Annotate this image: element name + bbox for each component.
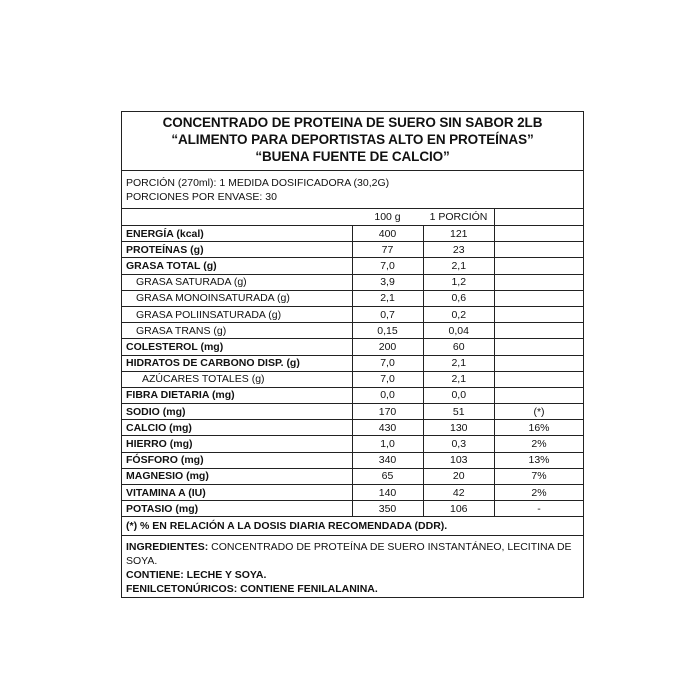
value-per-100g: 77 (352, 242, 423, 258)
title-line-3: “BUENA FUENTE DE CALCIO” (255, 149, 450, 164)
value-per-100g: 0,15 (352, 323, 423, 339)
nutrient-row (122, 323, 583, 339)
nutrition-label (121, 111, 584, 598)
value-per-100g: 1,0 (352, 436, 423, 452)
value-per-100g: 7,0 (352, 355, 423, 371)
value-per-portion: 51 (423, 404, 495, 420)
value-ddr (495, 339, 584, 355)
value-ddr (495, 258, 584, 274)
value-ddr (495, 355, 584, 371)
nutrient-row (122, 501, 583, 517)
value-per-portion: 106 (423, 501, 495, 517)
value-per-100g: 430 (352, 420, 423, 436)
title-line-2: “ALIMENTO PARA DEPORTISTAS ALTO EN PROTEÍNAS” (171, 132, 534, 147)
value-per-portion: 103 (423, 452, 495, 468)
value-per-portion: 60 (423, 339, 495, 355)
portions-per-container: PORCIONES POR ENVASE: 30 (126, 191, 277, 203)
value-per-portion: 1,2 (423, 274, 495, 290)
nutrient-row (122, 274, 583, 290)
nutrient-row (122, 485, 583, 501)
nutrient-row (122, 371, 583, 387)
value-per-portion: 121 (423, 226, 495, 242)
value-ddr (495, 323, 584, 339)
nutrient-name: AZÚCARES TOTALES (g) (122, 371, 352, 387)
nutrient-row (122, 306, 583, 322)
value-per-100g: 7,0 (352, 371, 423, 387)
value-ddr: - (495, 501, 584, 517)
nutrient-row (122, 404, 583, 420)
nutrient-row (122, 290, 583, 306)
header-empty (122, 209, 352, 226)
value-per-portion: 0,3 (423, 436, 495, 452)
product-title (122, 112, 583, 171)
nutrient-row (122, 258, 583, 274)
nutrient-name: HIDRATOS DE CARBONO DISP. (g) (122, 355, 352, 371)
value-ddr (495, 274, 584, 290)
portion-size: PORCIÓN (270ml): 1 MEDIDA DOSIFICADORA (30,2G) (126, 177, 390, 189)
value-per-100g: 140 (352, 485, 423, 501)
value-per-100g: 200 (352, 339, 423, 355)
nutrient-row (122, 452, 583, 468)
value-ddr (495, 387, 584, 403)
phenylketonuric-warning: FENILCETONÚRICOS: CONTIENE FENILALANINA. (126, 583, 378, 596)
nutrient-name: FIBRA DIETARIA (mg) (122, 387, 352, 403)
ingredients-block (122, 535, 583, 597)
value-per-portion: 42 (423, 485, 495, 501)
nutrient-name: CALCIO (mg) (122, 420, 352, 436)
value-ddr (495, 226, 584, 242)
value-per-100g: 400 (352, 226, 423, 242)
ingredients-text: CONCENTRADO DE PROTEÍNA DE SUERO INSTANTÁNEO, LECITINA DE SOYA. (126, 541, 572, 568)
value-per-portion: 0,2 (423, 306, 495, 322)
value-ddr: 2% (495, 485, 584, 501)
nutrient-name: HIERRO (mg) (122, 436, 352, 452)
nutrient-name: FÓSFORO (mg) (122, 452, 352, 468)
nutrient-name: GRASA POLIINSATURADA (g) (122, 306, 352, 322)
value-ddr: 16% (495, 420, 584, 436)
nutrient-name: ENERGÍA (kcal) (122, 226, 352, 242)
nutrient-name: POTASIO (mg) (122, 501, 352, 517)
nutrient-row (122, 226, 583, 242)
nutrient-row (122, 420, 583, 436)
value-per-portion: 0,0 (423, 387, 495, 403)
allergen-contains: CONTIENE: LECHE Y SOYA. (126, 569, 267, 582)
value-per-100g: 0,7 (352, 306, 423, 322)
nutrient-row (122, 468, 583, 484)
nutrient-name: MAGNESIO (mg) (122, 468, 352, 484)
ddr-note: (*) % EN RELACIÓN A LA DOSIS DIARIA RECOMENDADA (DDR). (122, 516, 583, 535)
portion-info (122, 171, 583, 209)
value-ddr: (*) (495, 404, 584, 420)
nutrient-name: VITAMINA A (IU) (122, 485, 352, 501)
value-per-portion: 2,1 (423, 258, 495, 274)
value-ddr (495, 306, 584, 322)
ingredients-line (126, 540, 579, 568)
nutrient-name: GRASA TRANS (g) (122, 323, 352, 339)
value-per-portion: 2,1 (423, 355, 495, 371)
value-per-100g: 340 (352, 452, 423, 468)
nutrient-name: COLESTEROL (mg) (122, 339, 352, 355)
value-per-100g: 65 (352, 468, 423, 484)
value-per-100g: 3,9 (352, 274, 423, 290)
value-per-100g: 7,0 (352, 258, 423, 274)
nutrient-name: PROTEÍNAS (g) (122, 242, 352, 258)
value-per-100g: 350 (352, 501, 423, 517)
nutrient-name: SODIO (mg) (122, 404, 352, 420)
value-ddr (495, 242, 584, 258)
value-ddr (495, 371, 584, 387)
header-ddr (495, 209, 584, 226)
value-per-portion: 0,6 (423, 290, 495, 306)
title-line-1: CONCENTRADO DE PROTEINA DE SUERO SIN SABOR 2LB (162, 115, 543, 130)
nutrient-name: GRASA MONOINSATURADA (g) (122, 290, 352, 306)
value-per-portion: 2,1 (423, 371, 495, 387)
nutrient-name: GRASA TOTAL (g) (122, 258, 352, 274)
nutrient-name: GRASA SATURADA (g) (122, 274, 352, 290)
value-ddr (495, 290, 584, 306)
header-per-100g: 100 g (374, 211, 401, 223)
ingredients-label: INGREDIENTES: (126, 541, 209, 554)
table-header-row (122, 209, 583, 226)
nutrient-row (122, 242, 583, 258)
value-per-100g: 170 (352, 404, 423, 420)
header-per-portion: 1 PORCIÓN (429, 211, 488, 223)
nutrition-table (122, 209, 583, 516)
value-per-portion: 23 (423, 242, 495, 258)
value-per-100g: 2,1 (352, 290, 423, 306)
value-ddr: 7% (495, 468, 584, 484)
value-per-100g: 0,0 (352, 387, 423, 403)
value-per-portion: 20 (423, 468, 495, 484)
nutrient-row (122, 387, 583, 403)
value-per-portion: 130 (423, 420, 495, 436)
nutrient-row (122, 436, 583, 452)
value-ddr: 13% (495, 452, 584, 468)
value-ddr: 2% (495, 436, 584, 452)
value-per-portion: 0,04 (423, 323, 495, 339)
nutrient-row (122, 355, 583, 371)
nutrient-row (122, 339, 583, 355)
